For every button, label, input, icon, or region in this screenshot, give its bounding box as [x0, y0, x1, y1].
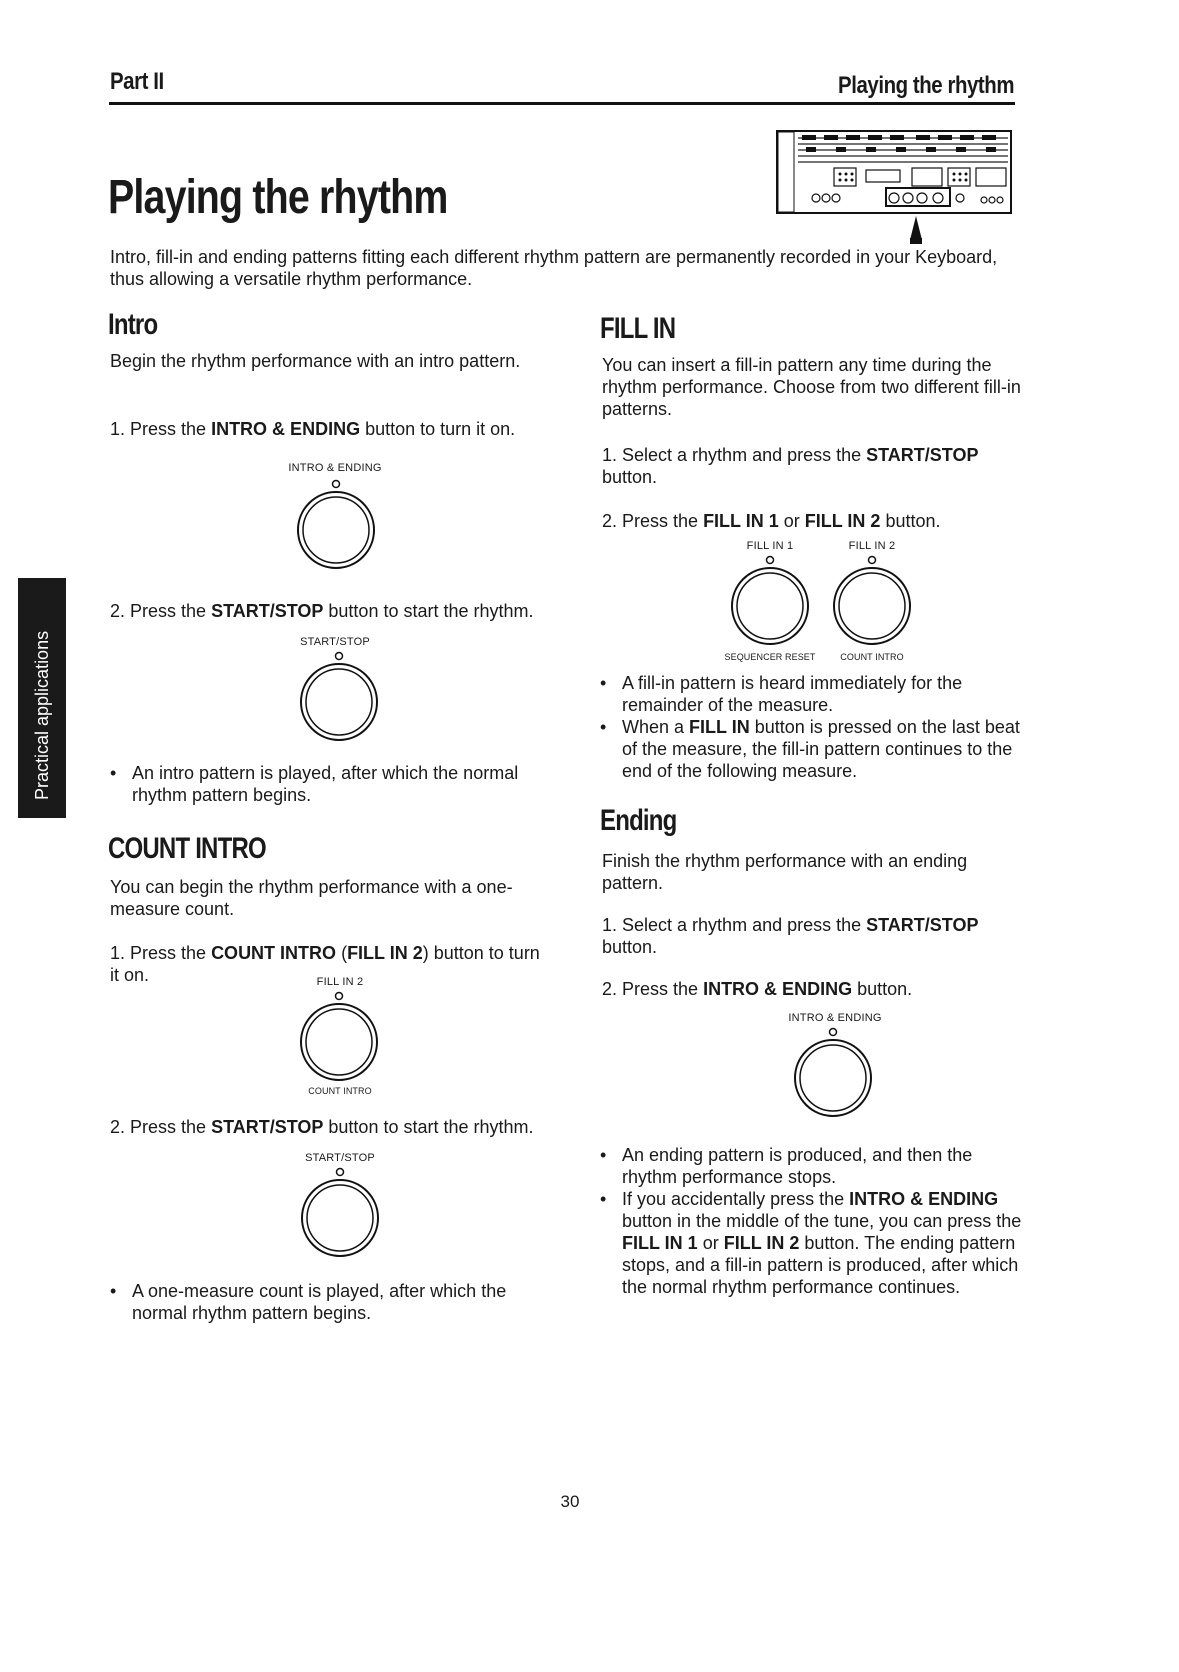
fill-in-step-2: 2. Press the FILL IN 1 or FILL IN 2 button.	[602, 511, 941, 531]
side-tab	[18, 578, 66, 818]
fill-in-bullet-2: • When a FILL IN button is pressed on the last beat of the measure, the fill-in pattern continues to the end of the following measure.	[600, 717, 1020, 781]
intro-ending-button-label: INTRO & ENDING	[288, 462, 382, 474]
header-rule	[109, 102, 1015, 105]
page-number: 30	[560, 1492, 580, 1511]
ending-button-label: INTRO & ENDING	[788, 1012, 882, 1024]
intro-bullet: • An intro pattern is played, after which the normal rhythm pattern begins.	[110, 763, 519, 805]
ending-intro-ending-button[interactable]	[790, 1024, 876, 1120]
count-intro-fill-in-2-label: FILL IN 2	[316, 976, 364, 988]
keyboard-panel-illustration	[776, 130, 1012, 245]
header-part: Part II	[110, 68, 164, 95]
fill-in-step-1: 1. Select a rhythm and press the START/STOP button.	[602, 445, 979, 487]
ending-bullet-1: • An ending pattern is produced, and then the rhythm performance stops.	[600, 1145, 973, 1187]
count-intro-sublabel: COUNT INTRO	[308, 1086, 372, 1096]
count-intro-bullet: • A one-measure count is played, after which the normal rhythm pattern begins.	[110, 1281, 507, 1323]
count-intro-start-stop-label: START/STOP	[305, 1152, 375, 1164]
fill-in-1-button[interactable]	[727, 552, 813, 648]
fill-in-heading: FILL IN	[600, 312, 676, 345]
intro-step-1: 1. Press the INTRO & ENDING button to turn it on.	[110, 419, 516, 439]
fill-in-bullet-1: • A fill-in pattern is heard immediately for the remainder of the measure.	[600, 673, 963, 715]
ending-desc: Finish the rhythm performance with an ending pattern.	[602, 851, 968, 893]
intro-ending-button[interactable]	[293, 476, 379, 572]
fill-in-desc: You can insert a fill-in pattern any time during the rhythm performance. Choose from two different fill-in patterns.	[602, 355, 1021, 419]
page-title: Playing the rhythm	[108, 171, 448, 224]
header-section: Playing the rhythm	[838, 72, 1014, 99]
intro-paragraph: Intro, fill-in and ending patterns fitting each different rhythm pattern are permanently recorded in your Keyboard, thus allowing a versatile rhythm performance.	[110, 247, 998, 289]
count-intro-step-1: 1. Press the COUNT INTRO (FILL IN 2) button to turn it on.	[110, 943, 540, 985]
side-tab-label: Practical applications	[32, 630, 52, 800]
intro-heading: Intro	[108, 308, 158, 341]
count-intro-heading: COUNT INTRO	[108, 832, 266, 865]
count-intro-fill-in-2-button[interactable]	[296, 988, 382, 1084]
ending-step-2: 2. Press the INTRO & ENDING button.	[602, 979, 913, 999]
intro-desc: Begin the rhythm performance with an intro pattern.	[110, 351, 521, 371]
fill-in-2-label: FILL IN 2	[848, 540, 896, 552]
count-intro-desc: You can begin the rhythm performance with a one-measure count.	[110, 877, 513, 919]
count-intro-step-2: 2. Press the START/STOP button to start the rhythm.	[110, 1117, 534, 1137]
count-intro-start-stop-button[interactable]	[297, 1164, 383, 1260]
ending-bullet-2: • If you accidentally press the INTRO & ENDING button in the middle of the tune, you can press the FILL IN 1 or FILL IN 2 button. The ending pattern stops, and a fill-in pattern is produced, after which the normal rhythm performance continues.	[600, 1189, 1022, 1297]
intro-start-stop-label: START/STOP	[300, 636, 370, 648]
fill-in-1-label: FILL IN 1	[746, 540, 794, 552]
fill-in-2-sublabel: COUNT INTRO	[840, 652, 904, 662]
ending-heading: Ending	[600, 804, 677, 837]
intro-start-stop-button[interactable]	[296, 648, 382, 744]
fill-in-2-button[interactable]	[829, 552, 915, 648]
fill-in-1-sublabel: SEQUENCER RESET	[724, 652, 816, 662]
ending-step-1: 1. Select a rhythm and press the START/STOP button.	[602, 915, 979, 957]
intro-step-2: 2. Press the START/STOP button to start the rhythm.	[110, 601, 534, 621]
